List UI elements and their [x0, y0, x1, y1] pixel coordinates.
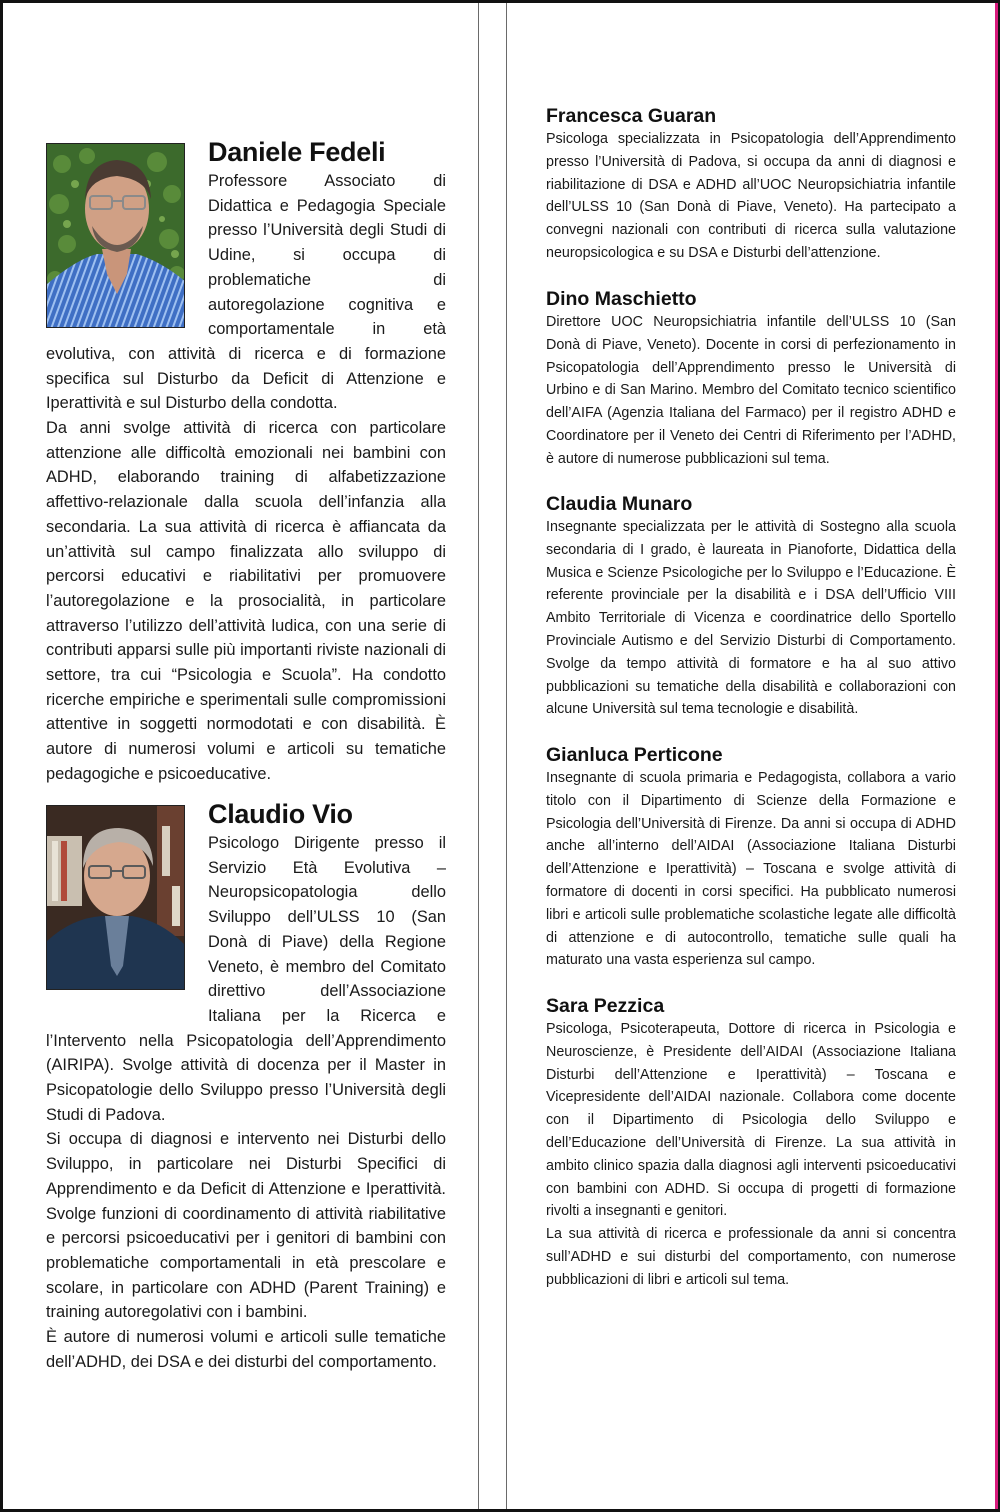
bio-paragraph: Psicologa, Psicoterapeuta, Dottore di ricerca in Psicologia e Neuroscienze, è Presidente dell’AIDAI (Associazione Italiana Disturbi dell’Attenzione e Iperattività) – Toscana e Vicepresidente dell’AIDAI nazionale. Collabora come docente con il Dipartimento di Psicologia dello Sviluppo e dell’Educazione dell’Università di Firenze. La sua attività in ambito clinico spazia dalla diagnosi agli interventi psicoeducativi con bambini con ADHD. Si occupa di progetti di formazione rivolti a insegnanti e genitori. — [546, 1021, 956, 1220]
bio-paragraph: Direttore UOC Neuropsichiatria infantile dell’ULSS 10 (San Donà di Piave, Veneto). Docente in corsi di perfezionamento in Psicopatologia dell’Apprendimento presso le Università di Urbino e di San Marino. Membro del Comitato tecnico scientifico dell’AIFA (Agenzia Italiana del Farmaco) per il registro ADHD e Coordinatore per il Veneto dei Centri di Riferimento per l’ADHD, è autore di numerose pubblicazioni sul tema. — [546, 314, 956, 467]
bio-paragraph: È autore di numerosi volumi e articoli sulle tematiche dell’ADHD, dei DSA e dei disturbi del comportamento. — [46, 1328, 446, 1371]
fold-line-left — [478, 3, 479, 1509]
bio-sara-pezzica — [546, 994, 956, 1292]
bio-dino-maschietto — [546, 287, 956, 471]
person-name: Claudia Munaro — [546, 493, 693, 515]
person-name: Daniele Fedeli — [208, 137, 386, 167]
bio-gianluca-perticone — [546, 743, 956, 972]
bio-paragraph: Psicologa specializzata in Psicopatologia dell’Apprendimento presso l’Università di Padova, si occupa da anni di diagnosi e riabilitazione di DSA e ADHD all’UOC Neuropsichiatria infantile dell’ULSS 10 (San Donà di Piave, Veneto). Ha partecipato a convegni nazionali con contributi di ricerca sulla valutazione neuropsicologica e su DSA e Disturbi dell’attenzione. — [546, 131, 956, 261]
fold-line-right — [506, 3, 507, 1509]
bio-paragraph: Si occupa di diagnosi e intervento nei Disturbi dello Sviluppo, in particolare nei Disturbi Specifici di Apprendimento e da Deficit di Attenzione e Iperattività. Svolge funzioni di coordinamento di attività riabilitative e percorsi psicoeducativi per i genitori di bambini con problematiche comportamentali in età prescolare e scolare, in particolare con ADHD (Parent Training) e training autoregolativi con i bambini. — [46, 1130, 446, 1322]
person-name: Dino Maschietto — [546, 288, 697, 310]
person-name: Claudio Vio — [208, 799, 353, 829]
person-name: Gianluca Perticone — [546, 744, 723, 766]
bio-paragraph: Insegnante specializzata per le attività di Sostegno alla scuola secondaria di I grado, è laureata in Pianoforte, Didattica della Musica e Scienze Psicologiche per lo Sviluppo e l’Educazione. È referente provinciale per la disabilità e i DSA dell’Ufficio VIII Ambito Territoriale di Vicenza e coordinatrice dello Sportello Provinciale Autismo e del Servizio Disturbi di Comportamento. Svolge da tempo attività di formatore e ha al suo attivo pubblicazioni su tematiche della disabilità e collaborazioni con alcune Università sul tema tecnologie e disabilità. — [546, 519, 956, 718]
bio-text — [546, 1018, 956, 1292]
bio-claudia-munaro — [546, 492, 956, 721]
bio-paragraph: Insegnante di scuola primaria e Pedagogista, collabora a vario titolo con il Dipartimento di Scienze della Formazione e Psicologia dell’Università di Firenze. Da anni si occupa di ADHD anche all’interno dell’AIDAI (Associazione Italiana Disturbi dell’Attenzione e Iperattività) – Toscana e svolge attività di formatore di docenti in corsi specifici. Ha pubblicato numerosi libri e articoli sulle problematiche scolastiche legate alle difficoltà di attenzione e di autocontrollo, tematiche sulle quali ha maturato una vasta esperienza sul campo. — [546, 770, 956, 969]
bio-text — [46, 831, 446, 1374]
bio-paragraph: Professore Associato di Didattica e Pedagogia Speciale presso l’Università degli Studi di Udine, si occupa di problematiche di autoregolazione cognitiva e comportamentale in età evolutiva, con attività di ricerca e di formazione specifica sul Disturbo da Deficit di Attenzione e Iperattività e sul Disturbo della condotta. — [46, 172, 446, 413]
person-name: Sara Pezzica — [546, 995, 665, 1017]
bio-text — [46, 169, 446, 787]
bio-paragraph: La sua attività di ricerca e professionale da anni si concentra sull’ADHD e sui disturbi del comportamento, con numerose pubblicazioni di libri e articoli sul tema. — [546, 1226, 956, 1288]
person-name: Francesca Guaran — [546, 105, 717, 127]
bio-paragraph: Psicologo Dirigente presso il Servizio Età Evolutiva – Neuropsicopatologia dello Sviluppo dell’ULSS 10 (San Donà di Piave) della Regione Veneto, è membro del Comitato direttivo dell’Associazione Italiana per la Ricerca e l’Intervento nella Psicopatologia dell’Apprendimento (AIRIPA). Svolge attività di docenza per il Master in Psicopatologie dello Sviluppo presso l’Università degli Studi di Padova. — [46, 834, 446, 1124]
bio-text — [546, 311, 956, 471]
bio-francesca-guaran — [546, 104, 956, 265]
bio-text — [546, 128, 956, 265]
bio-text — [546, 767, 956, 972]
bio-text — [546, 516, 956, 721]
bio-paragraph: Da anni svolge attività di ricerca con particolare attenzione alle difficoltà emozionali nei bambini con ADHD, elaborando training di alfabetizzazione affettivo-relazionale dalla scuola dell’infanzia alla secondaria. La sua attività di ricerca è affiancata da un’attività sul campo finalizzata allo sviluppo di percorsi educativi e riabilitativi per promuovere l’autoregolazione e la prosocialità, in particolare attraverso l’utilizzo dell’attività ludica, con una serie di contributi apparsi sulle più importanti riviste nazionali di settore, tra cui “Psicologia e Scuola”. Ha condotto ricerche empiriche e sperimentali sulle compromissioni attentive in soggetti normodotati e con disabilità. È autore di numerosi volumi e articoli su tematiche pedagogiche e psicoeducative. — [46, 419, 446, 783]
